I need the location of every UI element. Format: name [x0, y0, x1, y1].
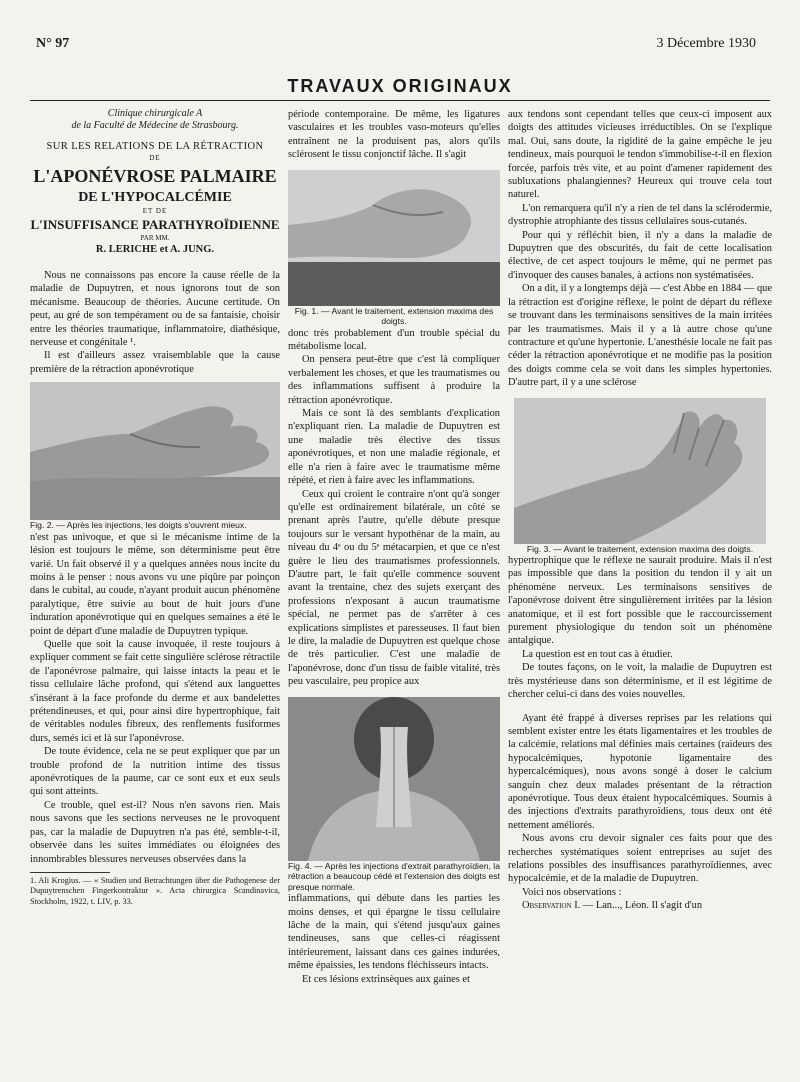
footnote-rule: [30, 872, 110, 873]
affiliation: [30, 108, 280, 132]
figure-1-image: [288, 170, 500, 306]
paragraph: Ayant été frappé à diverses reprises par les relations qui semblent exister entre les états ligamentaires et les troubles de la calcémie, relations mal définies mais certaines (raideurs des hypocalcémiques, hypotonie ligamentaire des hypercalcémiques), nous avons songé à doser le calcium sanguin chez deux malades présentant de la rétraction aponévrotique. Tous deux étaient hypocalcémiques. Soumis à des injections d'extraits parathyroïdiens, tous deux ont été nettement améliorés.: [508, 712, 772, 831]
paragraph: De toute évidence, cela ne se peut expliquer que par un trouble profond de la nutrition intime des tissus aponévrotiques de la paume, car ce sont eux et eux seuls qui sont atteints.: [30, 746, 280, 798]
paragraph: donc très probablement d'un trouble spécial du métabolisme local.: [288, 327, 500, 353]
column-1: [30, 108, 280, 907]
paragraph: Ce trouble, quel est-il? Nous n'en savons rien. Mais nous savons que les sections nerveuses ne le provoquent pas, car la maladie de Dupuytren n'a pas été, semble-t-il, observée dans les suites immédiates ou éloignées des innombrables blessures nerveuses observées dans la: [30, 799, 280, 865]
observation-line: [508, 899, 772, 912]
figure-2-caption: Fig. 2. — Après les injections, les doigts s'ouvrent mieux.: [30, 520, 247, 531]
paragraph: Nous ne connaissons pas encore la cause réelle de la maladie de Dupuytren, et nous ignorons tout de son mécanisme. Beaucoup de théories. Aucune certitude. On peut, au gré de son tempérament ou de sa fantaisie, choisir entre les théories traumatique, inflammatoire, diathésique, nerveuse et congénitale ¹.: [30, 270, 280, 349]
paragraph: La question est en tout cas à étudier.: [522, 648, 673, 660]
figure-4-image: [288, 697, 500, 861]
paragraph: Voici nos observations :: [522, 886, 622, 898]
paragraph: Il est d'ailleurs assez vraisemblable que la cause première de la rétraction aponévrotique: [30, 350, 280, 375]
section-rubric: TRAVAUX ORIGINAUX: [287, 76, 513, 96]
hand-photo-icon: [514, 398, 766, 544]
paragraph: On a dit, il y a longtemps déjà — c'est Abbe en 1884 — que la rétraction est d'origine réflexe, le point de départ du réflexe se trouvant dans les terminaisons sensitives de la main irritées par les traumatismes. Mais il y a là autre chose qu'une contracture et qu'une hypertonie. L'anesthésie locale ne fait pas céder la rétraction aponévrotique et ne modifie pas la position des doigts comme cela se voit dans les simples hypertonies. D'autre part, il y a une sclérose: [508, 283, 772, 389]
hand-photo-icon: [30, 382, 280, 520]
title-de-1: DE: [149, 154, 161, 162]
footnote: 1. Ali Krogius. — « Studien und Betrachtungen über die Pathogenese der Dupuytrenschen Fingerkontraktur ». Acta chirurgica Scandinavica, Stockholm, 1922, t. LIV, p. 33.: [30, 875, 280, 906]
paragraph: Et ces lésions extrinsèques aux gaines et: [302, 973, 470, 985]
column-3: [508, 108, 772, 913]
affiliation-line-2: de la Faculté de Médecine de Strasbourg.: [71, 120, 239, 131]
paragraph: période contemporaine. De même, les ligatures vasculaires et les troubles vaso-moteurs qu'elles entraînent ne la produisent pas, alors qu'ils sclérosent le tissu conjonctif lâche. Il s'agit: [288, 109, 500, 161]
figure-2-image: [30, 382, 280, 520]
paragraph: Pour qui y réfléchit bien, il n'y a dans la maladie de Dupuytren que des obscurités, du fait de cette localisation élective, de cet aspect toujours le même, qui ne permet pas d'invoquer des causes banales, à actions non systématisées.: [508, 229, 772, 281]
paragraph: Mais ce sont là des semblants d'explication n'expliquant rien. La maladie de Dupuytren est une maladie très élective des tissus aponévrotiques, et non une maladie régionale, et elle n'a rien à faire avec le traumatisme même répété, et rien à faire avec les inflammations.: [288, 408, 500, 487]
title-de-2: ET DE: [142, 207, 168, 215]
hand-photo-icon: [288, 170, 500, 306]
paragraph: hypertrophique que le réflexe ne saurait produire. Mais il n'est pas impossible que dans la position du tendon il y ait un phénomène nerveux. Les terminaisons sensitives de l'aponévrose doivent être singulièrement irritées par la lésion anatomique, et il est fort possible que le raccourcissement purement physiologique du tendon soit un phénomène antalgique.: [508, 555, 772, 647]
paragraph: n'est pas univoque, et que si le mécanisme intime de la lésion est toujours le même, son déterminisme peut être varié. Un fait observé il y a quelques années nous incite du moins à le penser : nous avons vu une piqûre par poinçon dans le cubital, au coude, n'ayant produit aucun phénomène paralytique, être suivie au bout de huit jours d'une induration aponévrotique qui en quelques semaines a été le point de départ d'une maladie de Dupuytren typique.: [30, 531, 280, 637]
paragraph: inflammations, qui débute dans les parties les moins denses, et qui épargne le tissu cellulaire lâche de la main, qui s'étend jusqu'aux gaines tendineuses, sans que celles-ci réagissent intérieurement, laissant dans ces gaines indurées, même épaissies, les tendons fléchisseurs intacts.: [288, 893, 500, 972]
figure-3-image: [514, 398, 766, 544]
paragraph: De toutes façons, on le voit, la maladie de Dupuytren est très mystérieuse dans son déterminisme, et il est légitime de chercher celui-ci dans des voies nouvelles.: [508, 662, 772, 701]
title-line-2: L'APONÉVROSE PALMAIRE: [33, 166, 277, 186]
title-line-3: DE L'HYPOCALCÉMIE: [78, 190, 232, 205]
page-date: 3 Décembre 1930: [656, 36, 756, 51]
title-line-1: SUR LES RELATIONS DE LA RÉTRACTION: [46, 141, 264, 152]
affiliation-line-1: Clinique chirurgicale A: [107, 108, 203, 119]
title-par: PAR MM.: [140, 234, 170, 242]
column-2: [288, 108, 500, 986]
header-rule: [30, 100, 770, 101]
figure-1-caption: Fig. 1. — Avant le traitement, extension maxima des doigts.: [294, 305, 494, 327]
paragraph: L'on remarquera qu'il n'y a rien de tel dans la sclérodermie, dystrophie atrophiante des tissus cellulaires sous-cutanés.: [508, 202, 772, 228]
patient-hands-photo-icon: [288, 697, 500, 861]
paragraph: On pensera peut-être que c'est là compliquer verbalement les choses, et que les traumatismes ou des inflammations suffisent à produire la rétraction aponévrotique.: [288, 354, 500, 406]
paragraph: aux tendons sont cependant telles que ceux-ci imposent aux doigts des attitudes vicieuses irréductibles. On se l'explique mal. Oui, sans doute, la rigidité de la gaine empêche le jeu tendineux, mais pourquoi le tendon s'immobilise-t-il en flexion forcée, parfois très vite, et au point d'amener rapidement des subluxations phalangiennes? Heureux qui trouve cela tout naturel.: [508, 109, 772, 201]
title-line-4: L'INSUFFISANCE PARATHYROÏDIENNE: [30, 217, 280, 232]
page-number: N° 97: [36, 36, 70, 51]
paragraph: Quelle que soit la cause invoquée, il reste toujours à expliquer comment se fait cette singulière sclérose rétractile de l'aponévrose palmaire, qui laisse intacts la peau et le tissu cellulaire lâche profond, qui s'étend aux languettes s'insérant à la face profonde du derme et aux bandelettes prétendineuses, et qui, pour ainsi dire hypertrophique, fait de véritables nodules fibreux, des renflements fusiformes durs, semés ici et là sur l'aponévrose.: [30, 639, 280, 744]
observation-label: Observation I.: [522, 900, 581, 912]
paragraph: Nous avons cru devoir signaler ces faits pour que des recherches systématiques soient entreprises au sujet des relations possibles des insuffisances parathyroïdiennes, avec hypocalcémie, et de la maladie de Dupuytren.: [508, 833, 772, 885]
paragraph: Ceux qui croient le contraire n'ont qu'à songer qu'elle est ordinairement bilatérale, un côté se prenant après l'autre, qu'elle débute presque toujours sur le versant hypothénar de la main, au niveau du 4ᵉ ou du 5ᵉ métacarpien, et que ce n'est guère le lieu des traumatismes professionnels. D'autre part, le fait qu'elle commence souvent avant la trentaine, chez des sujets exerçant des professions n'exposant à aucun traumatisme spécial, ne permet pas de s'arrêter à ces explications simplistes et paresseuses. Il faut bien le dire, la maladie de Dupuytren est quelque chose de très particulier. C'est une maladie de l'aponévrose, donc d'un tissu de faible vitalité, très peu vasculaire, peu propice aux: [288, 488, 500, 688]
observation-text: — Lan..., Léon. Il s'agit d'un: [580, 900, 703, 912]
spacer: [508, 702, 772, 712]
authors: R. LERICHE et A. JUNG.: [95, 244, 215, 255]
figure-3-caption: Fig. 3. — Avant le traitement, extension maxima des doigts.: [526, 543, 754, 554]
figure-4-caption: Fig. 4. — Après les injections d'extrait parathyroïdien, la rétraction a beaucoup cédé et l'extension des doigts est presque normale.: [288, 860, 500, 892]
